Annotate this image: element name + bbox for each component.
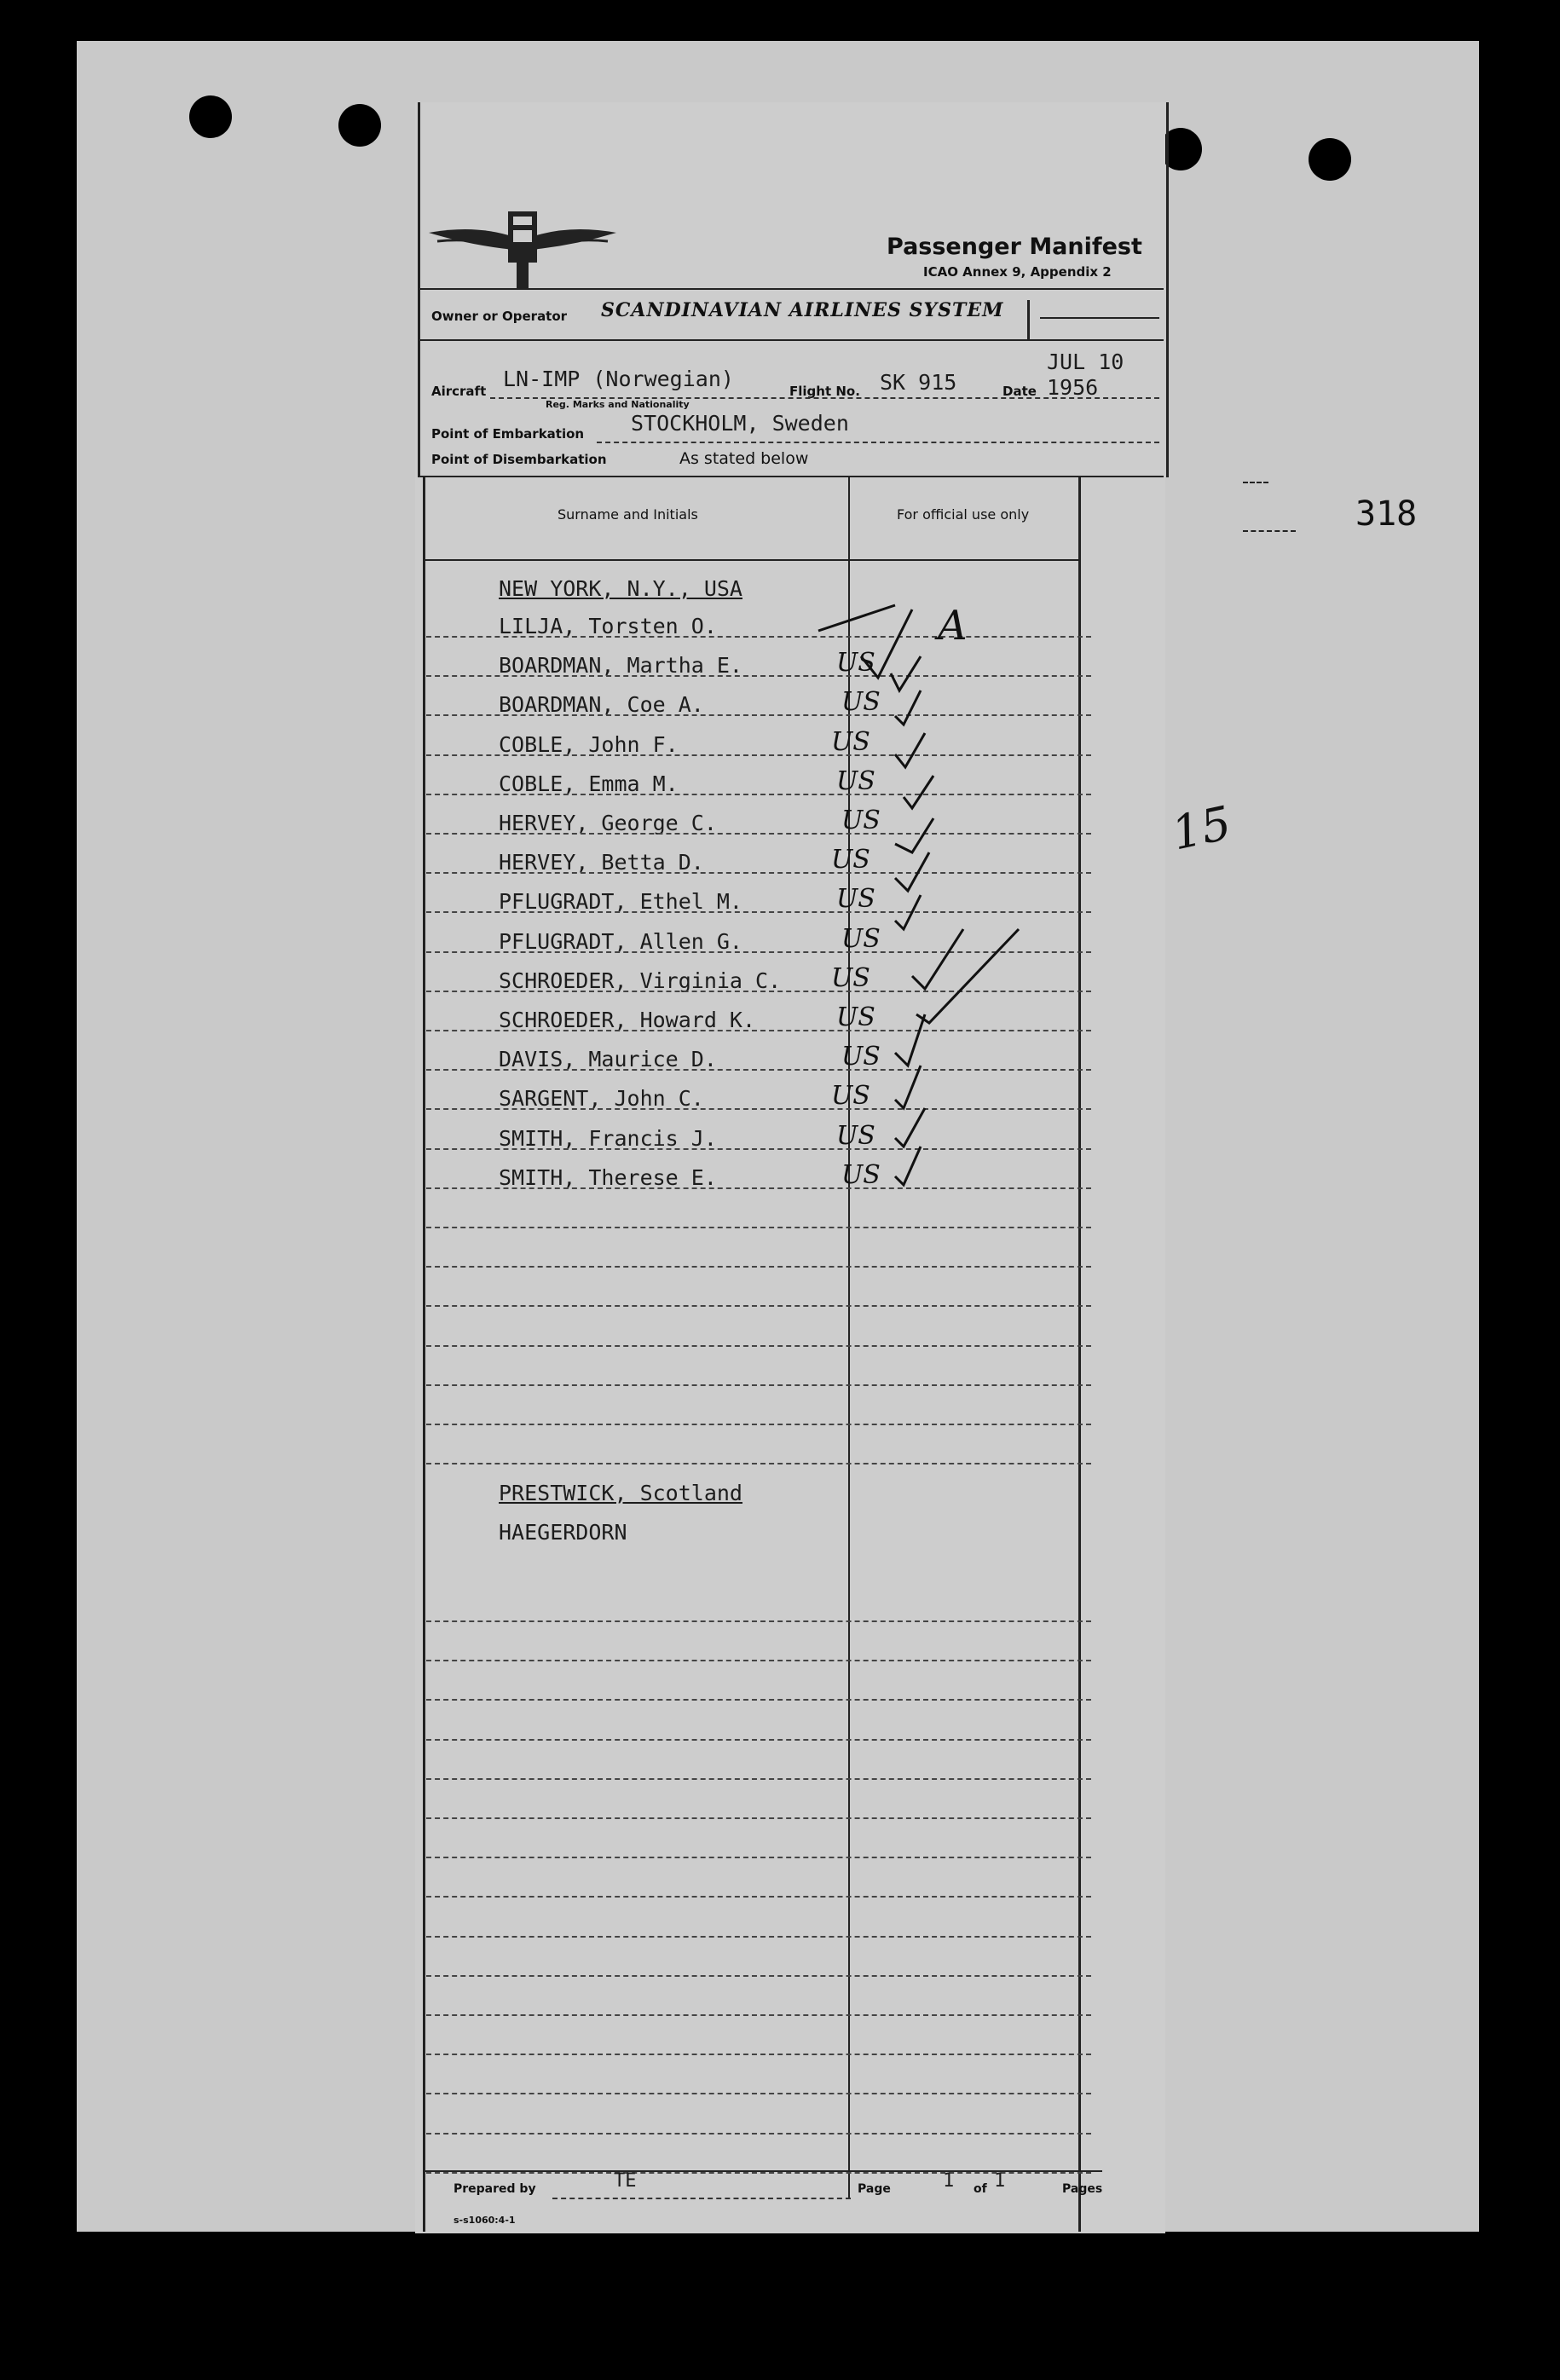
margin-annotation: 15 bbox=[1167, 795, 1236, 861]
passenger-name: PFLUGRADT, Ethel M. bbox=[499, 889, 742, 915]
ruled-line bbox=[426, 1896, 1091, 1898]
aircraft-label: Aircraft bbox=[431, 384, 487, 399]
fill-line bbox=[597, 442, 1159, 443]
punch-hole bbox=[189, 95, 232, 138]
of-label: of bbox=[974, 2182, 987, 2196]
nationality-mark: US bbox=[831, 1081, 870, 1112]
passenger-name: SARGENT, John C. bbox=[499, 1086, 704, 1112]
nationality-mark: US bbox=[836, 648, 875, 679]
disembarkation-value: As stated below bbox=[679, 449, 809, 468]
ruled-line bbox=[426, 1975, 1091, 1977]
passenger-name: SMITH, Francis J. bbox=[499, 1125, 717, 1151]
ruled-line bbox=[426, 1305, 1091, 1307]
ruled-line bbox=[426, 1227, 1091, 1228]
date-stamp: JUL 10 bbox=[1047, 349, 1124, 374]
passenger-name: SMITH, Therese E. bbox=[499, 1164, 717, 1190]
of-value: 1 bbox=[994, 2170, 1006, 2192]
table-border-left bbox=[423, 476, 425, 2232]
nationality-mark: US bbox=[836, 1002, 875, 1032]
divider bbox=[418, 339, 1164, 341]
ruled-line bbox=[426, 2172, 1091, 2174]
check-marks-icon bbox=[810, 588, 1066, 1202]
nationality-mark: US bbox=[831, 962, 870, 993]
fill-line bbox=[552, 2198, 851, 2199]
nationality-mark: US bbox=[836, 1120, 875, 1151]
flight-label: Flight No. bbox=[789, 384, 860, 399]
svg-text:A: A bbox=[938, 602, 968, 650]
ruled-line bbox=[426, 2054, 1091, 2055]
ruled-line bbox=[426, 1660, 1091, 1661]
owner-label: Owner or Operator bbox=[431, 309, 568, 324]
airline-logo-icon bbox=[425, 203, 621, 297]
ruled-line bbox=[426, 1778, 1091, 1780]
flight-value: SK 915 bbox=[880, 370, 957, 395]
margin-tick bbox=[1243, 530, 1296, 532]
nationality-mark: US bbox=[836, 884, 875, 915]
margin-tick bbox=[1243, 482, 1268, 483]
nationality-mark: US bbox=[836, 765, 875, 796]
ruled-line bbox=[426, 2014, 1091, 2016]
destination-prestwick: PRESTWICK, Scotland bbox=[499, 1481, 742, 1505]
passenger-name: HERVEY, Betta D. bbox=[499, 850, 704, 875]
passenger-name: PFLUGRADT, Allen G. bbox=[499, 928, 742, 954]
header-rule bbox=[425, 559, 1079, 561]
owner-value: SCANDINAVIAN AIRLINES SYSTEM bbox=[601, 299, 1004, 321]
passenger-name: BOARDMAN, Martha E. bbox=[499, 653, 742, 679]
divider bbox=[418, 288, 1164, 290]
embarkation-value: STOCKHOLM, Sweden bbox=[631, 411, 849, 436]
form-code: s-s1060:4-1 bbox=[454, 2215, 516, 2226]
ruled-line bbox=[426, 1699, 1091, 1701]
prepared-by-value: TE bbox=[614, 2170, 637, 2192]
passenger-name: LILJA, Torsten O. bbox=[499, 614, 717, 638]
column-header-official: For official use only bbox=[897, 506, 1030, 523]
page-number: 318 bbox=[1355, 494, 1418, 534]
ruled-line bbox=[426, 1424, 1091, 1425]
table-border-right bbox=[1078, 476, 1081, 2232]
ruled-line bbox=[426, 1936, 1091, 1938]
nationality-mark: US bbox=[841, 1042, 881, 1072]
reg-note: Reg. Marks and Nationality bbox=[546, 399, 690, 410]
prepared-by-label: Prepared by bbox=[454, 2182, 536, 2196]
divider bbox=[1040, 317, 1159, 319]
punch-hole bbox=[1309, 138, 1351, 181]
punch-hole bbox=[338, 104, 381, 147]
date-label: Date bbox=[1002, 384, 1037, 399]
aircraft-value: LN-IMP (Norwegian) bbox=[503, 367, 734, 391]
page-label: Page bbox=[858, 2182, 891, 2196]
passenger-name: DAVIS, Maurice D. bbox=[499, 1047, 717, 1072]
ruled-line bbox=[426, 1620, 1091, 1622]
ruled-line bbox=[426, 1384, 1091, 1386]
ruled-line bbox=[426, 2133, 1091, 2134]
nationality-mark: US bbox=[831, 845, 870, 875]
ruled-line bbox=[426, 1817, 1091, 1819]
ruled-line bbox=[426, 1857, 1091, 1858]
ruled-line bbox=[426, 1463, 1091, 1464]
passenger-name: HERVEY, George C. bbox=[499, 811, 717, 835]
column-header-surname: Surname and Initials bbox=[558, 506, 698, 523]
hand-mark bbox=[1027, 300, 1030, 339]
passenger-name: SCHROEDER, Howard K. bbox=[499, 1008, 756, 1032]
nationality-mark: US bbox=[841, 806, 881, 835]
pages-label: Pages bbox=[1062, 2182, 1103, 2196]
passenger-name: COBLE, Emma M. bbox=[499, 771, 679, 796]
ruled-line bbox=[426, 1345, 1091, 1347]
divider bbox=[418, 476, 1164, 477]
passenger-name: SCHROEDER, Virginia C. bbox=[499, 968, 782, 993]
nationality-mark: US bbox=[841, 687, 881, 718]
nationality-mark: US bbox=[831, 726, 870, 757]
form-title: Passenger Manifest bbox=[887, 234, 1142, 260]
page-value: 1 bbox=[943, 2170, 955, 2192]
destination-note: HAEGERDORN bbox=[499, 1520, 627, 1545]
ruled-line bbox=[426, 1266, 1091, 1268]
passenger-name: COBLE, John F. bbox=[499, 731, 679, 757]
disembarkation-label: Point of Disembarkation bbox=[431, 452, 607, 467]
date-year: 1956 bbox=[1047, 375, 1099, 400]
destination-new-york: NEW YORK, N.Y., USA bbox=[499, 576, 742, 601]
nationality-mark: US bbox=[841, 923, 881, 954]
passenger-name: BOARDMAN, Coe A. bbox=[499, 692, 704, 718]
form-subtitle: ICAO Annex 9, Appendix 2 bbox=[923, 264, 1112, 280]
ruled-line bbox=[426, 2093, 1091, 2094]
ruled-line bbox=[426, 1739, 1091, 1741]
embarkation-label: Point of Embarkation bbox=[431, 426, 585, 442]
nationality-mark: US bbox=[841, 1159, 881, 1190]
